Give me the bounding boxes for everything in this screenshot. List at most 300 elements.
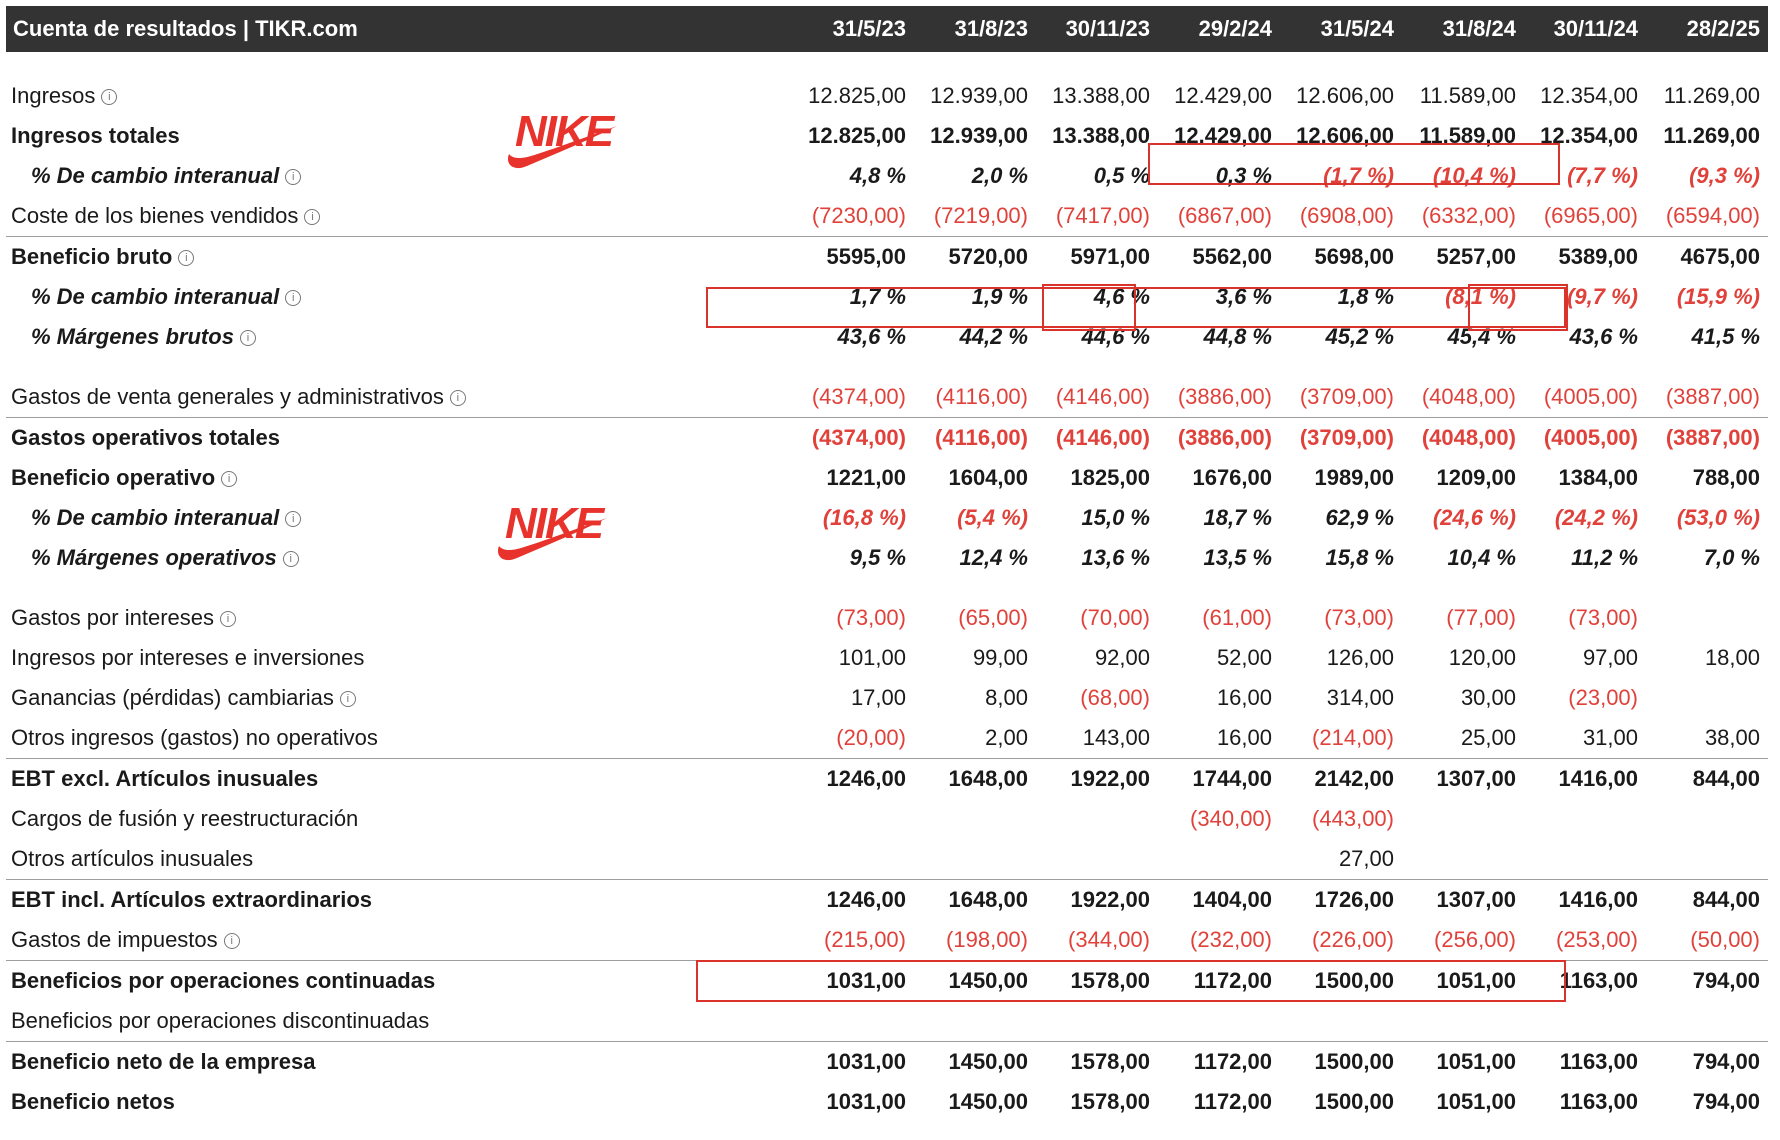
row-label	[6, 1082, 792, 1122]
row-label-text: Beneficio bruto	[11, 244, 173, 269]
value-cell: 5971,00	[1036, 237, 1158, 278]
value-cell	[1158, 839, 1280, 880]
value-cell: 17,00	[850, 685, 906, 710]
row-label-text: Gastos operativos totales	[11, 425, 280, 450]
value-cell: 1307,00	[1402, 880, 1524, 921]
info-icon[interactable]: i	[285, 290, 301, 306]
row-label-text: % De cambio interanual	[31, 284, 280, 309]
row-label-text: % De cambio interanual	[31, 505, 280, 530]
table-row	[6, 538, 1768, 578]
value-cell: (3887,00)	[1646, 418, 1768, 459]
value-cell	[1646, 1001, 1768, 1042]
row-label-text: Gastos de impuestos	[11, 927, 218, 952]
value-cell: (73,00)	[1324, 605, 1394, 630]
row-label-text: Otros ingresos (gastos) no operativos	[11, 725, 378, 750]
value-cell: 1,9 %	[971, 284, 1028, 309]
row-label	[6, 718, 792, 759]
value-cell: 1416,00	[1524, 880, 1646, 921]
value-cell: (232,00)	[1190, 927, 1272, 952]
period-header: 29/2/24	[1158, 6, 1280, 52]
row-label-text: Ingresos totales	[11, 123, 180, 148]
value-cell: 1209,00	[1436, 465, 1516, 490]
value-cell: (73,00)	[836, 605, 906, 630]
value-cell: 1825,00	[1070, 465, 1150, 490]
value-cell: 7,0 %	[1703, 545, 1760, 570]
value-cell: (340,00)	[1190, 806, 1272, 831]
info-icon[interactable]: i	[283, 551, 299, 567]
value-cell: 794,00	[1646, 1042, 1768, 1083]
value-cell: 16,00	[1216, 725, 1272, 750]
value-cell	[1646, 578, 1768, 638]
value-cell: 2142,00	[1280, 759, 1402, 800]
value-cell: 12.354,00	[1540, 123, 1638, 148]
info-icon[interactable]: i	[240, 330, 256, 346]
value-cell: 5562,00	[1158, 237, 1280, 278]
value-cell: (6332,00)	[1421, 203, 1516, 228]
value-cell: (3886,00)	[1177, 384, 1272, 409]
row-label-text: Cargos de fusión y reestructuración	[11, 806, 359, 831]
row-label	[6, 1001, 792, 1042]
value-cell: 1172,00	[1193, 1089, 1272, 1114]
value-cell: 143,00	[1082, 725, 1150, 750]
value-cell: 62,9 %	[1325, 505, 1394, 530]
value-cell: 314,00	[1326, 685, 1394, 710]
value-cell: 45,4 %	[1447, 324, 1516, 349]
value-cell: 12.606,00	[1296, 123, 1394, 148]
info-icon[interactable]: i	[285, 169, 301, 185]
value-cell	[1402, 1001, 1524, 1042]
value-cell: 4675,00	[1646, 237, 1768, 278]
value-cell: 1051,00	[1402, 1042, 1524, 1083]
value-cell: (6867,00)	[1177, 203, 1272, 228]
table-row	[6, 277, 1768, 317]
value-cell: (3887,00)	[1665, 384, 1760, 409]
table-title: Cuenta de resultados | TIKR.com	[6, 6, 792, 52]
value-cell: (256,00)	[1434, 927, 1516, 952]
value-cell: (6965,00)	[1543, 203, 1638, 228]
value-cell: (10,4 %)	[1432, 163, 1516, 188]
value-cell: 794,00	[1646, 961, 1768, 1002]
income-table	[6, 6, 1768, 1122]
nike-logo	[495, 498, 611, 564]
row-label	[6, 880, 792, 921]
table-row	[6, 76, 1768, 116]
value-cell: (4374,00)	[792, 418, 914, 459]
row-label-text: Ganancias (pérdidas) cambiarias	[11, 685, 334, 710]
value-cell: 15,8 %	[1325, 545, 1394, 570]
row-label-text: Beneficios por operaciones discontinuadas	[11, 1008, 430, 1033]
table-row	[6, 1001, 1768, 1042]
value-cell: (4146,00)	[1055, 384, 1150, 409]
value-cell: 5720,00	[914, 237, 1036, 278]
table-row	[6, 759, 1768, 800]
income-statement	[6, 6, 1768, 1122]
value-cell	[1524, 839, 1646, 880]
table-row	[6, 1042, 1768, 1083]
value-cell: (344,00)	[1068, 927, 1150, 952]
table-row	[6, 920, 1768, 961]
value-cell	[914, 1001, 1036, 1042]
value-cell: (23,00)	[1568, 685, 1638, 710]
value-cell: 1450,00	[948, 1089, 1028, 1114]
value-cell: 92,00	[1094, 645, 1150, 670]
value-cell	[792, 799, 914, 839]
value-cell: 25,00	[1460, 725, 1516, 750]
value-cell: 1031,00	[826, 1089, 906, 1114]
nike-logo	[505, 106, 621, 172]
row-label-text: EBT excl. Artículos inusuales	[11, 766, 319, 791]
table-row	[6, 498, 1768, 538]
row-label	[6, 156, 792, 196]
row-label-text: Otros artículos inusuales	[11, 846, 254, 871]
row-label	[6, 961, 792, 1002]
value-cell: 12.825,00	[808, 123, 906, 148]
row-label-text: Beneficio neto de la empresa	[11, 1049, 316, 1074]
value-cell: (7,7 %)	[1567, 163, 1638, 188]
value-cell	[792, 839, 914, 880]
value-cell: (3886,00)	[1158, 418, 1280, 459]
value-cell	[792, 1001, 914, 1042]
value-cell: (50,00)	[1690, 927, 1760, 952]
value-cell: 1578,00	[1036, 1042, 1158, 1083]
value-cell: 99,00	[972, 645, 1028, 670]
period-header: 30/11/24	[1524, 6, 1646, 52]
value-cell: 16,00	[1216, 685, 1272, 710]
value-cell: 13,5 %	[1203, 545, 1272, 570]
value-cell: 1500,00	[1314, 1089, 1394, 1114]
header-row	[6, 6, 1768, 52]
value-cell: 97,00	[1582, 645, 1638, 670]
value-cell	[1524, 1001, 1646, 1042]
table-row	[6, 196, 1768, 237]
value-cell: (70,00)	[1080, 605, 1150, 630]
value-cell: (24,2 %)	[1554, 505, 1638, 530]
value-cell: (198,00)	[946, 927, 1028, 952]
value-cell: 1648,00	[914, 759, 1036, 800]
table-row	[6, 237, 1768, 278]
value-cell: (215,00)	[824, 927, 906, 952]
value-cell: 2,0 %	[971, 163, 1028, 188]
row-label-text: Beneficios por operaciones continuadas	[11, 968, 436, 993]
value-cell: (9,7 %)	[1567, 284, 1638, 309]
value-cell: (6594,00)	[1665, 203, 1760, 228]
table-row	[6, 458, 1768, 498]
value-cell: 1578,00	[1070, 1089, 1150, 1114]
row-label	[6, 116, 792, 156]
value-cell: (3709,00)	[1280, 418, 1402, 459]
row-label-text: Gastos por intereses	[11, 605, 214, 630]
value-cell: 1676,00	[1192, 465, 1272, 490]
value-cell: 11.269,00	[1663, 123, 1760, 148]
value-cell: 18,7 %	[1203, 505, 1272, 530]
value-cell: 1578,00	[1036, 961, 1158, 1002]
value-cell: (4005,00)	[1543, 384, 1638, 409]
value-cell: 9,5 %	[849, 545, 906, 570]
value-cell: 1500,00	[1280, 1042, 1402, 1083]
value-cell: 1922,00	[1036, 880, 1158, 921]
row-label-text: Beneficio netos	[11, 1089, 175, 1114]
value-cell: 5389,00	[1524, 237, 1646, 278]
value-cell	[1646, 839, 1768, 880]
table-row	[6, 638, 1768, 678]
table-row	[6, 839, 1768, 880]
row-label-text: Ingresos por intereses e inversiones	[11, 645, 365, 670]
value-cell: (65,00)	[958, 605, 1028, 630]
value-cell: 1172,00	[1158, 961, 1280, 1002]
value-cell: (4048,00)	[1421, 384, 1516, 409]
row-label	[6, 1042, 792, 1083]
row-label	[6, 759, 792, 800]
row-label-text: Coste de los bienes vendidos	[11, 203, 299, 228]
value-cell: 52,00	[1216, 645, 1272, 670]
value-cell: 43,6 %	[837, 324, 906, 349]
value-cell: 1384,00	[1558, 465, 1638, 490]
period-header: 30/11/23	[1036, 6, 1158, 52]
value-cell: 12.825,00	[808, 83, 906, 108]
value-cell: 1,8 %	[1337, 284, 1394, 309]
row-label-text: Beneficio operativo	[11, 465, 216, 490]
value-cell: 1051,00	[1402, 961, 1524, 1002]
value-cell: (8,1 %)	[1445, 284, 1516, 309]
value-cell: 18,00	[1704, 645, 1760, 670]
value-cell: (9,3 %)	[1689, 163, 1760, 188]
value-cell: 1922,00	[1036, 759, 1158, 800]
value-cell	[1402, 839, 1524, 880]
value-cell: (53,0 %)	[1676, 505, 1760, 530]
value-cell: 1246,00	[792, 759, 914, 800]
spacer-row	[6, 52, 1768, 76]
value-cell: 10,4 %	[1447, 545, 1516, 570]
value-cell: 4,6 %	[1093, 284, 1150, 309]
value-cell: (7219,00)	[933, 203, 1028, 228]
value-cell: 31,00	[1582, 725, 1638, 750]
value-cell: 3,6 %	[1215, 284, 1272, 309]
value-cell: 1404,00	[1158, 880, 1280, 921]
value-cell: 30,00	[1460, 685, 1516, 710]
row-label	[6, 538, 792, 578]
value-cell: 4,8 %	[849, 163, 906, 188]
value-cell: 844,00	[1646, 880, 1768, 921]
value-cell: 1031,00	[792, 961, 914, 1002]
value-cell: 12.429,00	[1174, 123, 1272, 148]
row-label	[6, 317, 792, 357]
value-cell: (1,7 %)	[1323, 163, 1394, 188]
value-cell: (4146,00)	[1036, 418, 1158, 459]
value-cell: (5,4 %)	[957, 505, 1028, 530]
row-label	[6, 678, 792, 718]
value-cell: 1604,00	[948, 465, 1028, 490]
value-cell	[1036, 1001, 1158, 1042]
value-cell: 44,8 %	[1203, 324, 1272, 349]
nike-logo-text: NIKE	[505, 499, 603, 548]
value-cell: (4374,00)	[811, 384, 906, 409]
value-cell: 12,4 %	[959, 545, 1028, 570]
period-header: 31/8/23	[914, 6, 1036, 52]
row-label-text: % Márgenes brutos	[31, 324, 234, 349]
nike-logo-text: NIKE	[515, 107, 613, 156]
value-cell: 1307,00	[1402, 759, 1524, 800]
row-label-text: Ingresos	[11, 83, 96, 108]
row-label	[6, 498, 792, 538]
table-row	[6, 678, 1768, 718]
value-cell: 1989,00	[1314, 465, 1394, 490]
row-label	[6, 76, 792, 116]
row-label	[6, 920, 792, 961]
value-cell: (253,00)	[1556, 927, 1638, 952]
info-icon[interactable]: i	[220, 611, 236, 627]
value-cell: (20,00)	[836, 725, 906, 750]
value-cell: (6908,00)	[1299, 203, 1394, 228]
period-header: 31/8/24	[1402, 6, 1524, 52]
value-cell: (73,00)	[1568, 605, 1638, 630]
value-cell: (77,00)	[1446, 605, 1516, 630]
table-row	[6, 357, 1768, 418]
value-cell: (4116,00)	[935, 384, 1028, 409]
value-cell: 44,2 %	[959, 324, 1028, 349]
row-label	[6, 839, 792, 880]
value-cell: 11.589,00	[1419, 83, 1516, 108]
value-cell: 788,00	[1692, 465, 1760, 490]
value-cell	[914, 799, 1036, 839]
value-cell	[1280, 1001, 1402, 1042]
info-icon[interactable]: i	[221, 471, 237, 487]
table-row	[6, 880, 1768, 921]
value-cell: 2,00	[985, 725, 1028, 750]
row-label	[6, 638, 792, 678]
value-cell: (443,00)	[1312, 806, 1394, 831]
value-cell: 11.589,00	[1419, 123, 1516, 148]
value-cell: 1172,00	[1158, 1042, 1280, 1083]
value-cell: (24,6 %)	[1432, 505, 1516, 530]
value-cell: 1416,00	[1524, 759, 1646, 800]
value-cell: 0,3 %	[1215, 163, 1272, 188]
value-cell: 8,00	[985, 685, 1028, 710]
value-cell: 1221,00	[826, 465, 906, 490]
value-cell: 844,00	[1646, 759, 1768, 800]
value-cell: 38,00	[1704, 725, 1760, 750]
value-cell: 5257,00	[1402, 237, 1524, 278]
row-label-text: EBT incl. Artículos extraordinarios	[11, 887, 373, 912]
value-cell: 0,5 %	[1093, 163, 1150, 188]
value-cell: (214,00)	[1312, 725, 1394, 750]
value-cell: 44,6 %	[1081, 324, 1150, 349]
value-cell: 1246,00	[792, 880, 914, 921]
value-cell: (4116,00)	[914, 418, 1036, 459]
spacer-cell	[6, 52, 1768, 76]
table-row	[6, 1082, 1768, 1122]
row-label-text: Gastos de venta generales y administrativos	[11, 384, 444, 409]
value-cell: 15,0 %	[1081, 505, 1150, 530]
value-cell: (7230,00)	[811, 203, 906, 228]
row-label	[6, 799, 792, 839]
row-label	[6, 196, 792, 237]
value-cell: 27,00	[1338, 846, 1394, 871]
value-cell: 1163,00	[1524, 961, 1646, 1002]
row-label	[6, 578, 792, 638]
value-cell: 13.388,00	[1052, 123, 1150, 148]
row-label	[6, 418, 792, 459]
value-cell: (15,9 %)	[1676, 284, 1760, 309]
value-cell: 45,2 %	[1325, 324, 1394, 349]
value-cell: 12.606,00	[1296, 83, 1394, 108]
value-cell: 11.269,00	[1663, 83, 1760, 108]
value-cell: 1726,00	[1280, 880, 1402, 921]
table-row	[6, 116, 1768, 156]
info-icon[interactable]: i	[285, 511, 301, 527]
table-row	[6, 156, 1768, 196]
value-cell: 1500,00	[1280, 961, 1402, 1002]
value-cell: (61,00)	[1202, 605, 1272, 630]
value-cell: (16,8 %)	[822, 505, 906, 530]
row-label	[6, 237, 792, 278]
value-cell	[1646, 678, 1768, 718]
value-cell: (226,00)	[1312, 927, 1394, 952]
info-icon[interactable]: i	[101, 89, 117, 105]
info-icon[interactable]: i	[224, 933, 240, 949]
table-row	[6, 578, 1768, 638]
value-cell: 13.388,00	[1052, 83, 1150, 108]
row-label	[6, 277, 792, 317]
value-cell: 12.939,00	[930, 123, 1028, 148]
value-cell	[1036, 799, 1158, 839]
period-header: 31/5/24	[1280, 6, 1402, 52]
value-cell	[914, 839, 1036, 880]
value-cell	[1402, 799, 1524, 839]
value-cell: 1031,00	[792, 1042, 914, 1083]
info-icon[interactable]: i	[450, 390, 466, 406]
value-cell	[1646, 799, 1768, 839]
value-cell: (3709,00)	[1299, 384, 1394, 409]
value-cell: (4005,00)	[1524, 418, 1646, 459]
value-cell: 126,00	[1326, 645, 1394, 670]
info-icon[interactable]: i	[340, 691, 356, 707]
value-cell: 13,6 %	[1081, 545, 1150, 570]
row-label-text: % Márgenes operativos	[31, 545, 277, 570]
table-row	[6, 799, 1768, 839]
value-cell: 1450,00	[914, 1042, 1036, 1083]
value-cell: 41,5 %	[1691, 324, 1760, 349]
value-cell: 5595,00	[792, 237, 914, 278]
value-cell: 5698,00	[1280, 237, 1402, 278]
value-cell: 1051,00	[1436, 1089, 1516, 1114]
value-cell: 120,00	[1448, 645, 1516, 670]
value-cell: (4048,00)	[1402, 418, 1524, 459]
row-label-text: % De cambio interanual	[31, 163, 280, 188]
value-cell: (68,00)	[1080, 685, 1150, 710]
value-cell: 1,7 %	[849, 284, 906, 309]
value-cell	[1036, 839, 1158, 880]
info-icon[interactable]: i	[178, 250, 194, 266]
row-label	[6, 357, 792, 418]
value-cell: 12.939,00	[930, 83, 1028, 108]
period-header: 31/5/23	[792, 6, 914, 52]
info-icon[interactable]: i	[304, 209, 320, 225]
value-cell: 794,00	[1692, 1089, 1760, 1114]
value-cell: 101,00	[838, 645, 906, 670]
value-cell: 1163,00	[1559, 1089, 1638, 1114]
table-row	[6, 317, 1768, 357]
value-cell: 1450,00	[914, 961, 1036, 1002]
row-label	[6, 458, 792, 498]
period-header: 28/2/25	[1646, 6, 1768, 52]
value-cell: 12.354,00	[1540, 83, 1638, 108]
table-row	[6, 418, 1768, 459]
table-row	[6, 961, 1768, 1002]
value-cell: (7417,00)	[1055, 203, 1150, 228]
value-cell: 11,2 %	[1571, 545, 1638, 570]
value-cell: 12.429,00	[1174, 83, 1272, 108]
value-cell: 1744,00	[1158, 759, 1280, 800]
